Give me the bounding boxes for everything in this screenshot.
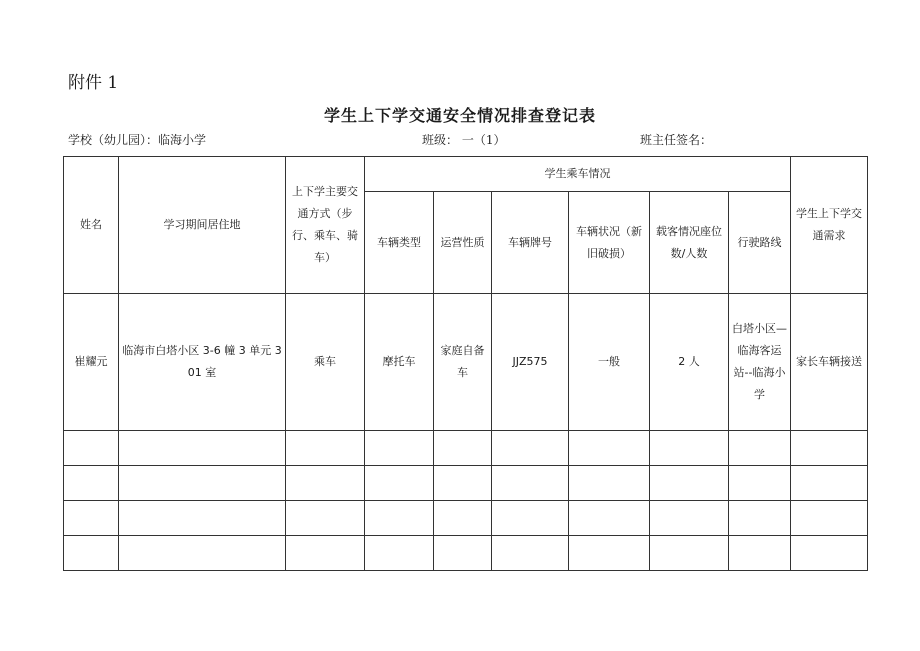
empty-row (64, 431, 868, 466)
cell-vehicle-condition: 一般 (569, 294, 650, 431)
school-field: 学校（幼儿园）：临海小学 (68, 133, 207, 147)
cell-operation-nature: 家庭自备车 (434, 294, 492, 431)
header-row (64, 157, 868, 192)
cell-plate-number: JJZ575 (492, 294, 569, 431)
attachment-label: 附件 1 (68, 73, 119, 93)
header-name: 姓名 (64, 157, 119, 294)
cell-needs: 家长车辆接送 (791, 294, 868, 431)
cell-address: 临海市白塔小区 3-6 幢 3 单元 301 室 (119, 294, 286, 431)
header-needs: 学生上下学交通需求 (791, 157, 868, 294)
header-operation-nature: 运营性质 (434, 192, 492, 294)
cell-capacity: 2 人 (650, 294, 729, 431)
cell-vehicle-type: 摩托车 (365, 294, 434, 431)
header-plate-number: 车辆牌号 (492, 192, 569, 294)
cell-route: 白塔小区—临海客运站--临海小学 (729, 294, 791, 431)
header-vehicle-type: 车辆类型 (365, 192, 434, 294)
header-capacity: 载客情况座位数/人数 (650, 192, 729, 294)
header-transport-mode: 上下学主要交通方式（步行、乘车、骑车） (286, 157, 365, 294)
header-route: 行驶路线 (729, 192, 791, 294)
empty-row (64, 536, 868, 571)
header-vehicle-condition: 车辆状况（新旧破损） (569, 192, 650, 294)
teacher-sign-field: 班主任签名： (640, 133, 713, 147)
registration-table (63, 156, 868, 571)
empty-row (64, 501, 868, 536)
class-field: 班级： 一（1） (422, 133, 506, 147)
cell-transport-mode: 乘车 (286, 294, 365, 431)
header-address: 学习期间居住地 (119, 157, 286, 294)
cell-name: 崔耀元 (64, 294, 119, 431)
header-riding-group: 学生乘车情况 (365, 157, 791, 192)
page-title: 学生上下学交通安全情况排查登记表 (323, 106, 596, 125)
empty-row (64, 466, 868, 501)
table-row (64, 294, 868, 431)
